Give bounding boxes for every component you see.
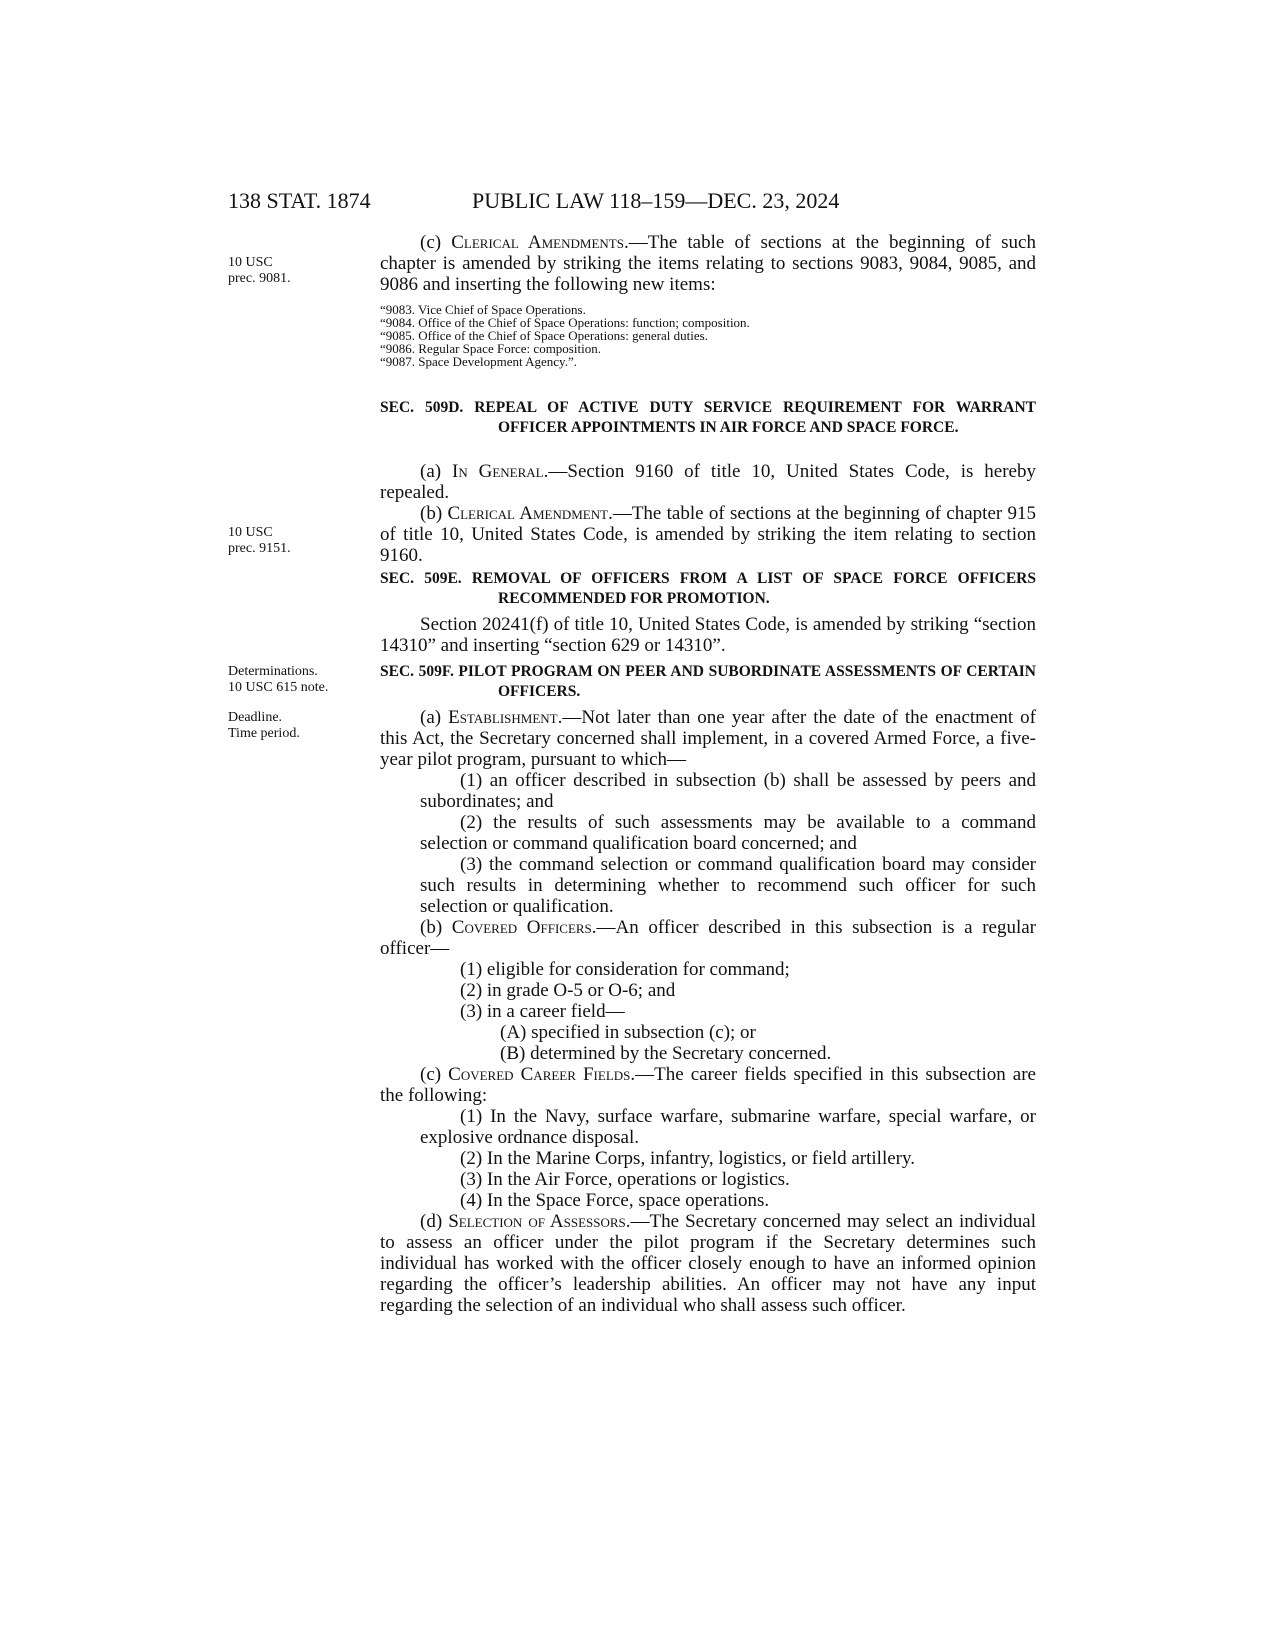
paragraph-a-3: (3) the command selection or command qualification board may consider such results in determining whether to recommend such officer for such selection or qualification. [420, 854, 1036, 917]
paragraph-c: (c) Clerical Amendments.—The table of sections at the beginning of such chapter is amended by striking the items relating to sections 9083, 9084, 9085, and 9086 and inserting the following new items: [380, 232, 1036, 295]
section-509f [380, 662, 1036, 702]
paragraph-b-3: (3) in a career field— [460, 1001, 625, 1022]
paragraph: Section 20241(f) of title 10, United States Code, is amended by striking “section 14310” and inserting “section 629 or 14310”. [380, 614, 1036, 656]
paragraph-c-3: (3) In the Air Force, operations or logistics. [460, 1169, 790, 1190]
toc-item: “9086. Regular Space Force: composition. [380, 341, 601, 356]
paragraph-c-1: (1) In the Navy, surface warfare, submarine warfare, special warfare, or explosive ordnance disposal. [420, 1106, 1036, 1148]
paragraph-a: (a) Establishment.—Not later than one year after the date of the enactment of this Act, the Secretary concerned shall implement, in a covered Armed Force, a five-year pilot program, pursuant to which— [380, 707, 1036, 770]
paragraph-a-1: (1) an officer described in subsection (b) shall be assessed by peers and subordinates; and [420, 770, 1036, 812]
paragraph-c-2: (2) In the Marine Corps, infantry, logistics, or field artillery. [460, 1148, 915, 1169]
section-509d-body [380, 461, 1036, 566]
statute-page-number: 138 STAT. 1874 [228, 188, 371, 213]
paragraph-a-2: (2) the results of such assessments may be available to a command selection or command qualification board concerned; and [420, 812, 1036, 854]
paragraph-b: (b) Covered Officers.—An officer described in this subsection is a regular officer— [380, 917, 1036, 959]
running-head: PUBLIC LAW 118–159—DEC. 23, 2024 [472, 188, 840, 213]
margin-note-usc-9081: 10 USC prec. 9081. [228, 255, 291, 286]
section-509d [380, 398, 1036, 438]
margin-note-deadline: Deadline. Time period. [228, 710, 300, 741]
toc-item: “9083. Vice Chief of Space Operations. [380, 302, 586, 317]
toc-item: “9087. Space Development Agency.”. [380, 354, 577, 369]
section-509e-body [380, 614, 1036, 656]
paragraph-b-1: (1) eligible for consideration for command; [460, 959, 790, 980]
paragraph-c-4: (4) In the Space Force, space operations. [460, 1190, 770, 1211]
toc-item: “9084. Office of the Chief of Space Operations: function; composition. [380, 315, 750, 330]
table-of-sections [380, 303, 1036, 368]
margin-note-usc-9151: 10 USC prec. 9151. [228, 525, 291, 556]
section-509f-body [380, 707, 1036, 1316]
section-heading: SEC. 509D. REPEAL OF ACTIVE DUTY SERVICE REQUIREMENT FOR WARRANT OFFICER APPOINTMENTS IN AIR FORCE AND SPACE FORCE. [380, 399, 1036, 436]
section-509e [380, 569, 1036, 609]
toc-item: “9085. Office of the Chief of Space Operations: general duties. [380, 328, 708, 343]
section-heading: SEC. 509F. PILOT PROGRAM ON PEER AND SUBORDINATE ASSESSMENTS OF CERTAIN OFFICERS. [380, 663, 1036, 700]
paragraph-b-3-a: (A) specified in subsection (c); or [500, 1022, 756, 1043]
margin-note-determinations: Determinations. 10 USC 615 note. [228, 664, 329, 695]
paragraph-b-3-b: (B) determined by the Secretary concerned. [500, 1043, 832, 1064]
clerical-amendments-block [380, 232, 1036, 368]
paragraph-a: (a) In General.—Section 9160 of title 10, United States Code, is hereby repealed. [380, 461, 1036, 503]
paragraph-b-2: (2) in grade O-5 or O-6; and [460, 980, 676, 1001]
paragraph-b: (b) Clerical Amendment.—The table of sections at the beginning of chapter 915 of title 10, United States Code, is amended by striking the item relating to section 9160. [380, 503, 1036, 566]
section-heading: SEC. 509E. REMOVAL OF OFFICERS FROM A LIST OF SPACE FORCE OFFICERS RECOMMENDED FOR PROMOTION. [380, 570, 1036, 607]
paragraph-d: (d) Selection of Assessors.—The Secretary concerned may select an individual to assess an officer under the pilot program if the Secretary determines such individual has worked with the officer closely enough to have an informed opinion regarding the officer’s leadership abilities. An officer may not have any input regarding the selection of an individual who shall assess such officer. [380, 1211, 1036, 1316]
paragraph-c: (c) Covered Career Fields.—The career fields specified in this subsection are the following: [380, 1064, 1036, 1106]
page-header [0, 188, 1275, 220]
